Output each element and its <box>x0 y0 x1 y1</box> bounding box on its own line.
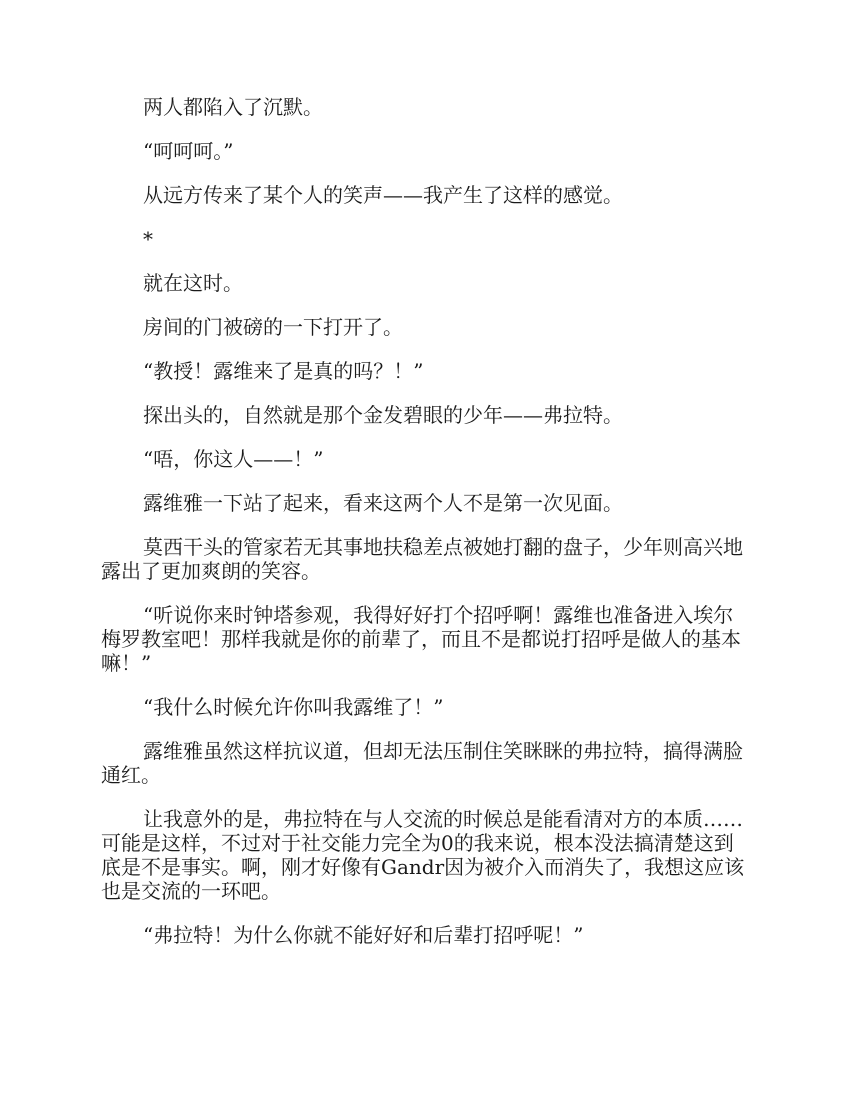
paragraph: “听说你来时钟塔参观，我得好好打个招呼啊！露维也准备进入埃尔梅罗教室吧！那样我就是你的前辈了，而且不是都说打招呼是做人的基本嘛！” <box>101 603 741 675</box>
paragraph: “我什么时候允许你叫我露维了！” <box>143 695 444 719</box>
paragraph: 让我意外的是，弗拉特在与人交流的时候总是能看清对方的本质……可能是这样，不过对于社交能力完全为0的我来说，根本没法搞清楚这到底是不是事实。啊，刚才好像有Gandr因为被介入而消失了，我想这应该也是交流的一环吧。 <box>101 807 745 903</box>
paragraph: 探出头的，自然就是那个金发碧眼的少年——弗拉特。 <box>143 403 623 427</box>
paragraph: 房间的门被磅的一下打开了。 <box>143 315 403 339</box>
paragraph: “教授！露维来了是真的吗？！” <box>143 359 424 383</box>
paragraph: 从远方传来了某个人的笑声——我产生了这样的感觉。 <box>143 183 623 207</box>
paragraph: 就在这时。 <box>143 271 243 295</box>
scene-break-marker: * <box>143 227 153 251</box>
paragraph: 露维雅一下站了起来，看来这两个人不是第一次见面。 <box>143 491 623 515</box>
paragraph: “唔，你这人——！” <box>143 447 324 471</box>
paragraph: 莫西干头的管家若无其事地扶稳差点被她打翻的盘子，少年则高兴地露出了更加爽朗的笑容。 <box>101 535 743 583</box>
paragraph: 露维雅虽然这样抗议道，但却无法压制住笑眯眯的弗拉特，搞得满脸通红。 <box>101 739 743 787</box>
paragraph: “呵呵呵。” <box>143 139 234 163</box>
paragraph: 两人都陷入了沉默。 <box>143 95 323 119</box>
paragraph: “弗拉特！为什么你就不能好好和后辈打招呼呢！” <box>143 923 584 947</box>
document-body <box>101 95 749 967</box>
